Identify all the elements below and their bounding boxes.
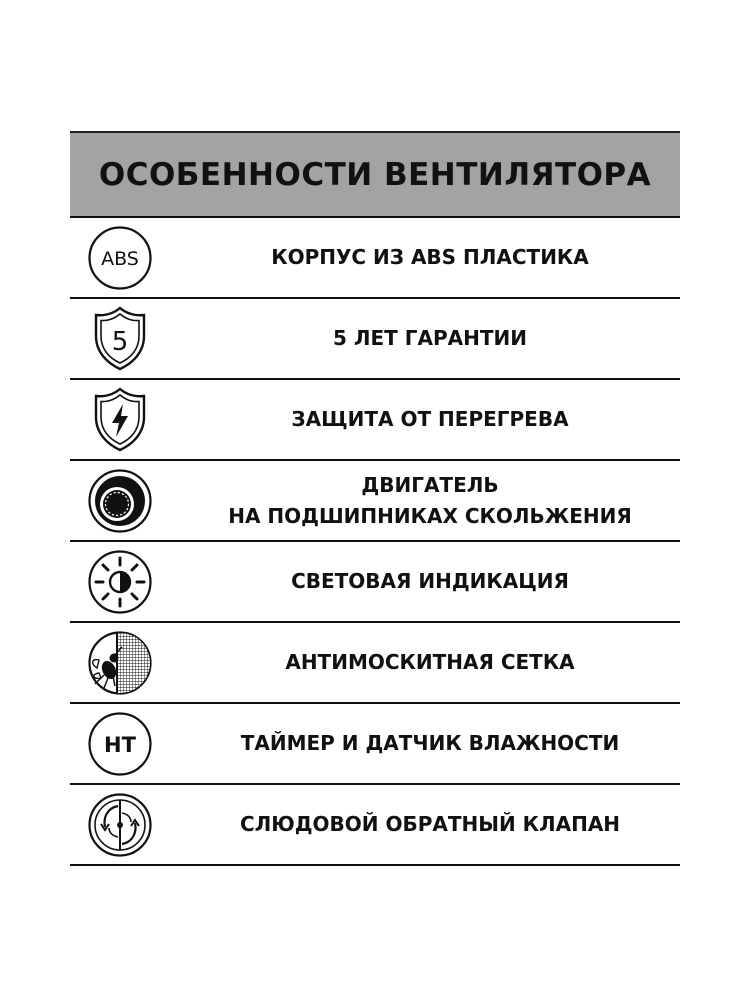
feature-line: СЛЮДОВОЙ ОБРАТНЫЙ КЛАПАН: [239, 812, 621, 836]
feature-row-net: [70, 623, 680, 704]
abs-icon: [87, 225, 153, 291]
feature-line: НА ПОДШИПНИКАХ СКОЛЬЖЕНИЯ: [228, 503, 632, 528]
feature-label: [180, 380, 680, 459]
feature-label: [180, 218, 680, 297]
abs-icon-label: ABS: [101, 248, 139, 270]
feature-row-overheat: [70, 380, 680, 461]
shield-five-icon-label: 5: [111, 327, 129, 357]
feature-label: [180, 461, 680, 540]
light-indicator-icon: [87, 549, 153, 615]
feature-row-warranty: [70, 299, 680, 380]
mosquito-net-icon: [87, 630, 153, 696]
feature-line: ДВИГАТЕЛЬ: [361, 472, 499, 497]
title-bar: [70, 131, 680, 218]
feature-label: [180, 299, 680, 378]
feature-line: АНТИМОСКИТНАЯ СЕТКА: [285, 650, 575, 674]
feature-line: ТАЙМЕР И ДАТЧИК ВЛАЖНОСТИ: [240, 731, 620, 755]
feature-label: [180, 704, 680, 783]
feature-line: КОРПУС ИЗ ABS ПЛАСТИКА: [271, 245, 589, 269]
shield-lightning-icon: [87, 387, 153, 453]
feature-line: 5 ЛЕТ ГАРАНТИИ: [333, 326, 527, 350]
feature-row-valve: [70, 785, 680, 866]
bearing-motor-icon: [87, 468, 153, 534]
ht-icon-label: HT: [104, 733, 136, 757]
feature-label: [180, 785, 680, 864]
feature-label: [180, 542, 680, 621]
feature-line: ЗАЩИТА ОТ ПЕРЕГРЕВА: [291, 407, 569, 431]
feature-row-light: [70, 542, 680, 623]
check-valve-icon: [87, 792, 153, 858]
feature-label: [180, 623, 680, 702]
shield-five-icon: [87, 306, 153, 372]
feature-row-timer: [70, 704, 680, 785]
ht-icon: [87, 711, 153, 777]
feature-row-abs: [70, 218, 680, 299]
features-sheet: [70, 131, 680, 866]
feature-line: СВЕТОВАЯ ИНДИКАЦИЯ: [291, 569, 569, 593]
page-title: ОСОБЕННОСТИ ВЕНТИЛЯТОРА: [98, 156, 652, 193]
feature-row-motor: [70, 461, 680, 542]
